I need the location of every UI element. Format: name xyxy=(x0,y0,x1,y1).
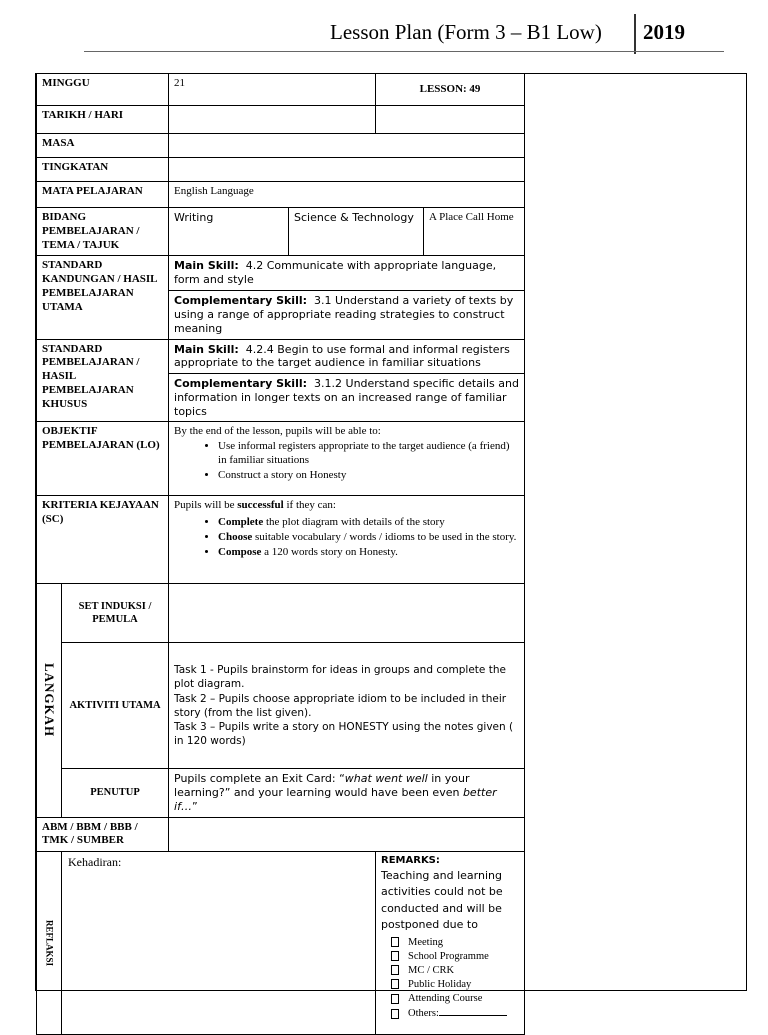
objektif-item: • Use informal registers appropriate to the target audience (a friend) in familiar situations xyxy=(218,440,519,468)
masa-label: MASA xyxy=(37,134,169,158)
option-label: Attending Course xyxy=(408,993,483,1004)
task-item: Task 1 - Pupils brainstorm for ideas in groups and complete the plot diagram. xyxy=(174,664,506,691)
sk-main-text: 4.2 Communicate with appropriate language, form and style xyxy=(174,259,497,286)
option-label: Meeting xyxy=(408,936,444,948)
remarks-option xyxy=(391,936,519,949)
objektif-intro: By the end of the lesson, pupils will be able to: xyxy=(174,425,381,438)
sk-utama-comp xyxy=(169,291,525,339)
sp-comp-bold: Complementary Skill: xyxy=(174,377,308,390)
tarikh-value[interactable] xyxy=(169,106,376,134)
kriteria-item xyxy=(218,516,519,530)
lesson-number: LESSON: 49 xyxy=(376,74,525,106)
option-label: Public Holiday xyxy=(408,978,472,990)
remarks-option xyxy=(391,950,519,963)
row-sp-main xyxy=(37,339,525,374)
document-title: Lesson Plan (Form 3 – B1 Low) xyxy=(330,20,602,44)
kriteria-content xyxy=(169,496,525,584)
document-year: 2019 xyxy=(643,20,685,44)
option-label: Others: xyxy=(408,1008,439,1020)
remarks-option xyxy=(391,978,519,991)
kriteria-item xyxy=(218,546,519,560)
aktiviti-label: AKTIVITI UTAMA xyxy=(62,643,169,769)
remarks-options xyxy=(381,936,519,1021)
penutup-content xyxy=(169,769,525,817)
sp-main-text: 4.2.4 Begin to use formal and informal registers appropriate to the target audience in familiar situations xyxy=(174,342,510,370)
row-abm xyxy=(37,817,525,852)
kriteria-item-text: a 120 words story on Honesty. xyxy=(261,545,398,558)
row-minggu xyxy=(37,74,525,106)
refleksi-label: REFLAKSI xyxy=(37,852,62,1035)
checkbox[interactable] xyxy=(391,994,399,1004)
kriteria-list xyxy=(174,516,519,559)
kriteria-item-verb: Choose xyxy=(218,530,253,543)
sp-khusus-main xyxy=(169,339,525,374)
bidang-skill[interactable]: Writing xyxy=(169,208,289,256)
tingkatan-label: TINGKATAN xyxy=(37,158,169,182)
objektif-content xyxy=(169,422,525,496)
kriteria-item-text: the plot diagram with details of the story xyxy=(263,516,445,528)
penutup-text-e: ” xyxy=(191,799,198,813)
bidang-label: BIDANG PEMBELAJARAN / TEMA / TAJUK xyxy=(37,208,169,256)
kriteria-item-verb: Complete xyxy=(218,516,264,528)
remarks-option xyxy=(391,964,519,977)
task-item: Task 3 – Pupils write a story on HONESTY using the notes given ( in 120 words) xyxy=(174,720,514,748)
sk-utama-main xyxy=(169,256,525,291)
row-tingkatan xyxy=(37,158,525,182)
aktiviti-content xyxy=(169,643,525,769)
checkbox[interactable] xyxy=(391,1009,399,1019)
sk-comp-text: 3.1 Understand a variety of texts by using a range of appropriate reading strategies to construct meaning xyxy=(174,294,514,335)
penutup-label: PENUTUP xyxy=(62,769,169,817)
tingkatan-value[interactable] xyxy=(169,158,525,182)
bidang-theme[interactable]: Science & Technology xyxy=(289,208,424,256)
row-sk-main xyxy=(37,256,525,291)
objektif-label: OBJEKTIF PEMBELAJARAN (LO) xyxy=(37,422,169,496)
kehadiran-cell[interactable] xyxy=(62,852,376,1035)
remarks-text: Teaching and learning activities could not be conducted and will be postponed due to xyxy=(381,868,503,931)
row-tarikh xyxy=(37,106,525,134)
set-induksi-value[interactable] xyxy=(169,584,525,643)
remarks-cell xyxy=(376,852,525,1035)
row-aktiviti xyxy=(37,643,525,769)
kriteria-intro-b: successful xyxy=(237,499,284,512)
mata-value[interactable]: English Language xyxy=(169,182,525,208)
minggu-value[interactable]: 21 xyxy=(169,74,376,106)
checkbox[interactable] xyxy=(391,937,399,947)
sp-main-bold: Main Skill: xyxy=(174,342,239,356)
tarikh-label: TARIKH / HARI xyxy=(37,106,169,134)
remarks-option xyxy=(391,992,519,1005)
kriteria-item-verb: Compose xyxy=(218,545,262,558)
kriteria-intro-c: if they can: xyxy=(283,499,336,512)
row-bidang xyxy=(37,208,525,256)
lesson-plan-table xyxy=(36,73,525,1035)
kriteria-intro xyxy=(174,499,519,513)
checkbox[interactable] xyxy=(391,979,399,989)
row-penutup xyxy=(37,769,525,817)
kriteria-intro-a: Pupils will be xyxy=(174,499,238,512)
others-blank-line[interactable] xyxy=(439,1006,507,1016)
abm-value[interactable] xyxy=(169,817,525,852)
masa-value[interactable] xyxy=(169,134,525,158)
kriteria-item xyxy=(218,531,519,545)
remarks-option xyxy=(391,1006,519,1020)
penutup-text-a: Pupils complete an Exit Card: “ xyxy=(174,772,345,786)
row-mata xyxy=(37,182,525,208)
kriteria-label: KRITERIA KEJAYAAN (SC) xyxy=(37,496,169,584)
row-objektif xyxy=(37,422,525,496)
sk-utama-label: STANDARD KANDUNGAN / HASIL PEMBELAJARAN UTAMA xyxy=(37,256,169,339)
tarikh-extra[interactable] xyxy=(376,106,525,134)
kriteria-item-text: suitable vocabulary / words / idioms to be used in the story. xyxy=(252,530,517,543)
row-set-induksi xyxy=(37,584,525,643)
option-label: School Programme xyxy=(408,950,489,962)
sp-comp-text: 3.1.2 Understand specific details and information in longer texts on an increased range of familiar topics xyxy=(174,377,519,418)
checkbox[interactable] xyxy=(391,965,399,975)
minggu-label: MINGGU xyxy=(37,74,169,106)
row-masa xyxy=(37,134,525,158)
row-kriteria xyxy=(37,496,525,584)
objektif-item: • Construct a story on Honesty xyxy=(218,469,519,483)
sk-comp-bold: Complementary Skill: xyxy=(174,294,308,308)
task-item: Task 2 – Pupils choose appropriate idiom to be included in their story (from the list given). xyxy=(174,692,507,719)
set-induksi-label: SET INDUKSI / PEMULA xyxy=(62,584,169,643)
option-label: MC / CRK xyxy=(408,964,455,976)
row-refleksi xyxy=(37,852,525,1035)
sp-khusus-comp xyxy=(169,374,525,422)
bidang-topic[interactable]: A Place Call Home xyxy=(424,208,525,256)
abm-label: ABM / BBM / BBB / TMK / SUMBER xyxy=(37,817,169,852)
remarks-title: REMARKS: xyxy=(381,855,440,866)
penutup-text-d: better if… xyxy=(174,786,497,813)
penutup-text-c: in your learning?” and your learning would have been even xyxy=(174,772,470,799)
penutup-text-b: what went well xyxy=(344,772,428,786)
checkbox[interactable] xyxy=(391,951,399,961)
sk-main-bold: Main Skill: xyxy=(174,259,239,273)
objektif-list xyxy=(174,440,519,482)
header-rule xyxy=(84,51,724,52)
langkah-label: LANGKAH xyxy=(37,584,62,817)
mata-label: MATA PELAJARAN xyxy=(37,182,169,208)
sp-khusus-label: STANDARD PEMBELAJARAN / HASIL PEMBELAJARAN KHUSUS xyxy=(37,339,169,422)
header-divider xyxy=(634,14,636,54)
kehadiran-label: Kehadiran: xyxy=(68,855,122,869)
